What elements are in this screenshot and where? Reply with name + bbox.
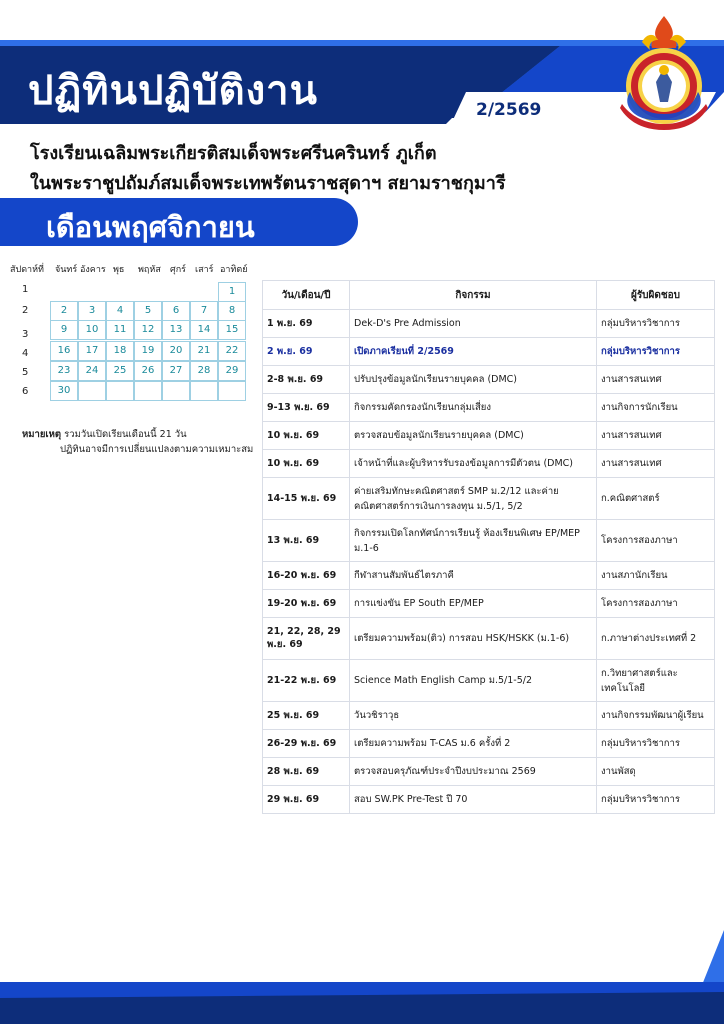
event-date: 2 พ.ย. 69 bbox=[263, 338, 350, 366]
calendar-day: 27 bbox=[162, 361, 190, 381]
day-header: พฤหัส bbox=[138, 265, 161, 275]
calendar-day: 30 bbox=[50, 381, 78, 401]
calendar-day: 12 bbox=[134, 320, 162, 340]
term-label: 2/2569 bbox=[476, 100, 542, 120]
event-date: 16-20 พ.ย. 69 bbox=[263, 562, 350, 590]
calendar-day: 6 bbox=[162, 301, 190, 321]
calendar-day: 17 bbox=[78, 341, 106, 361]
event-name: ปรับปรุงข้อมูลนักเรียนรายบุคคล (DMC) bbox=[350, 366, 597, 394]
event-responsible: งานพัสดุ bbox=[597, 758, 715, 786]
table-row bbox=[263, 450, 715, 478]
event-name: ค่ายเสริมทักษะคณิตศาสตร์ SMP ม.2/12 และค่ายคณิตศาสตร์การเงินการลงทุน ม.5/1, 5/2 bbox=[350, 478, 597, 520]
event-date: 26-29 พ.ย. 69 bbox=[263, 730, 350, 758]
event-date: 21, 22, 28, 29 พ.ย. 69 bbox=[263, 618, 350, 660]
event-responsible: งานกิจการนักเรียน bbox=[597, 394, 715, 422]
event-name: กิจกรรมคัดกรองนักเรียนกลุ่มเสี่ยง bbox=[350, 394, 597, 422]
calendar-day: 25 bbox=[106, 361, 134, 381]
event-date: 10 พ.ย. 69 bbox=[263, 422, 350, 450]
calendar-day bbox=[218, 381, 246, 401]
page-title: ปฏิทินปฏิบัติงาน bbox=[28, 68, 318, 114]
calendar-day: 10 bbox=[78, 320, 106, 340]
responsible-column-header: ผู้รับผิดชอบ bbox=[597, 281, 715, 310]
note-text: รวมวันเปิดเรียนเดือนนี้ 21 วัน bbox=[64, 429, 187, 440]
month-title: เดือนพฤศจิกายน bbox=[46, 210, 255, 244]
table-row bbox=[263, 730, 715, 758]
calendar-day: 14 bbox=[190, 320, 218, 340]
week-number: 1 bbox=[22, 284, 29, 295]
calendar-day bbox=[106, 381, 134, 401]
note-line-2: ปฏิทินอาจมีการเปลี่ยนแปลงตามความเหมาะสม bbox=[60, 444, 254, 455]
event-name: สอบ SW.PK Pre-Test ปี 70 bbox=[350, 786, 597, 814]
event-date: 28 พ.ย. 69 bbox=[263, 758, 350, 786]
calendar-day bbox=[190, 381, 218, 401]
event-name: กิจกรรมเปิดโลกทัศน์การเรียนรู้ ห้องเรียนพิเศษ EP/MEP ม.1-6 bbox=[350, 520, 597, 562]
event-date: 13 พ.ย. 69 bbox=[263, 520, 350, 562]
school-emblem-icon bbox=[612, 12, 716, 130]
week-number: 2 bbox=[22, 305, 29, 316]
event-name: Science Math English Camp ม.5/1-5/2 bbox=[350, 660, 597, 702]
event-name: ตรวจสอบข้อมูลนักเรียนรายบุคคล (DMC) bbox=[350, 422, 597, 450]
calendar-day: 15 bbox=[218, 320, 246, 340]
table-row bbox=[263, 590, 715, 618]
event-responsible: กลุ่มบริหารวิชาการ bbox=[597, 786, 715, 814]
calendar-day: 20 bbox=[162, 341, 190, 361]
day-header: ศุกร์ bbox=[170, 265, 186, 275]
table-row bbox=[263, 366, 715, 394]
event-responsible: ก.คณิตศาสตร์ bbox=[597, 478, 715, 520]
day-header: อังคาร bbox=[80, 265, 106, 275]
school-name: โรงเรียนเฉลิมพระเกียรติสมเด็จพระศรีนครินทร์ ภูเก็ต bbox=[30, 143, 437, 164]
event-name: เจ้าหน้าที่และผู้บริหารรับรองข้อมูลการมีตัวตน (DMC) bbox=[350, 450, 597, 478]
table-row bbox=[263, 562, 715, 590]
event-responsible: งานกิจกรรมพัฒนาผู้เรียน bbox=[597, 702, 715, 730]
calendar-day: 2 bbox=[50, 301, 78, 321]
table-header-row bbox=[263, 281, 715, 310]
event-column-header: กิจกรรม bbox=[350, 281, 597, 310]
week-number-header: สัปดาห์ที่ bbox=[10, 265, 44, 275]
table-row bbox=[263, 520, 715, 562]
event-responsible: กลุ่มบริหารวิชาการ bbox=[597, 310, 715, 338]
calendar-day: 29 bbox=[218, 361, 246, 381]
events-table bbox=[262, 280, 715, 814]
week-number: 3 bbox=[22, 329, 29, 340]
table-row bbox=[263, 394, 715, 422]
calendar-day: 13 bbox=[162, 320, 190, 340]
calendar-day: 7 bbox=[190, 301, 218, 321]
event-name: Dek-D's Pre Admission bbox=[350, 310, 597, 338]
event-responsible: ก.ภาษาต่างประเทศที่ 2 bbox=[597, 618, 715, 660]
calendar-day: 3 bbox=[78, 301, 106, 321]
calendar-day: 5 bbox=[134, 301, 162, 321]
calendar-day: 1 bbox=[218, 282, 246, 302]
calendar-day: 8 bbox=[218, 301, 246, 321]
event-date: 10 พ.ย. 69 bbox=[263, 450, 350, 478]
day-header: จันทร์ bbox=[55, 265, 78, 275]
event-name: เตรียมความพร้อม T-CAS ม.6 ครั้งที่ 2 bbox=[350, 730, 597, 758]
calendar-day: 9 bbox=[50, 320, 78, 340]
calendar-day: 24 bbox=[78, 361, 106, 381]
event-date: 2-8 พ.ย. 69 bbox=[263, 366, 350, 394]
calendar-day: 18 bbox=[106, 341, 134, 361]
event-date: 9-13 พ.ย. 69 bbox=[263, 394, 350, 422]
event-responsible: โครงการสองภาษา bbox=[597, 520, 715, 562]
table-row bbox=[263, 786, 715, 814]
week-number: 4 bbox=[22, 348, 29, 359]
table-row bbox=[263, 758, 715, 786]
event-responsible: งานสารสนเทศ bbox=[597, 450, 715, 478]
school-patronage: ในพระราชูปถัมภ์สมเด็จพระเทพรัตนราชสุดาฯ สยามราชกุมารี bbox=[30, 173, 506, 194]
calendar-day: 19 bbox=[134, 341, 162, 361]
event-responsible: กลุ่มบริหารวิชาการ bbox=[597, 338, 715, 366]
event-name: การแข่งขัน EP South EP/MEP bbox=[350, 590, 597, 618]
calendar-day: 16 bbox=[50, 341, 78, 361]
event-date: 29 พ.ย. 69 bbox=[263, 786, 350, 814]
day-header: พุธ bbox=[113, 265, 125, 275]
note-line-1 bbox=[22, 427, 187, 442]
table-row bbox=[263, 310, 715, 338]
event-responsible: ก.วิทยาศาสตร์และเทคโนโลยี bbox=[597, 660, 715, 702]
event-responsible: โครงการสองภาษา bbox=[597, 590, 715, 618]
note-label: หมายเหตุ bbox=[22, 429, 62, 440]
event-name: เปิดภาคเรียนที่ 2/2569 bbox=[350, 338, 597, 366]
calendar-day: 23 bbox=[50, 361, 78, 381]
table-row bbox=[263, 618, 715, 660]
event-responsible: งานสารสนเทศ bbox=[597, 422, 715, 450]
day-header: เสาร์ bbox=[195, 265, 214, 275]
calendar-day: 21 bbox=[190, 341, 218, 361]
calendar-day bbox=[78, 381, 106, 401]
calendar-day: 22 bbox=[218, 341, 246, 361]
event-date: 1 พ.ย. 69 bbox=[263, 310, 350, 338]
event-name: ตรวจสอบครุภัณฑ์ประจำปีงบประมาณ 2569 bbox=[350, 758, 597, 786]
event-date: 14-15 พ.ย. 69 bbox=[263, 478, 350, 520]
calendar-day: 11 bbox=[106, 320, 134, 340]
calendar-day bbox=[134, 381, 162, 401]
event-name: กีฬาสานสัมพันธ์ไตรภาคี bbox=[350, 562, 597, 590]
calendar-day: 4 bbox=[106, 301, 134, 321]
week-number: 5 bbox=[22, 367, 29, 378]
event-responsible: งานสารสนเทศ bbox=[597, 366, 715, 394]
calendar-day: 26 bbox=[134, 361, 162, 381]
table-row bbox=[263, 422, 715, 450]
day-header: อาทิตย์ bbox=[220, 265, 248, 275]
event-name: เตรียมความพร้อม(ติว) การสอบ HSK/HSKK (ม.1-6) bbox=[350, 618, 597, 660]
footer-decoration bbox=[0, 930, 724, 1024]
table-row bbox=[263, 478, 715, 520]
table-row-highlighted bbox=[263, 338, 715, 366]
calendar-day bbox=[162, 381, 190, 401]
event-name: วันวชิราวุธ bbox=[350, 702, 597, 730]
event-date: 21-22 พ.ย. 69 bbox=[263, 660, 350, 702]
week-number: 6 bbox=[22, 386, 29, 397]
table-row bbox=[263, 660, 715, 702]
event-responsible: งานสภานักเรียน bbox=[597, 562, 715, 590]
date-column-header: วัน/เดือน/ปี bbox=[263, 281, 350, 310]
event-date: 25 พ.ย. 69 bbox=[263, 702, 350, 730]
table-row bbox=[263, 702, 715, 730]
event-responsible: กลุ่มบริหารวิชาการ bbox=[597, 730, 715, 758]
calendar-day: 28 bbox=[190, 361, 218, 381]
event-date: 19-20 พ.ย. 69 bbox=[263, 590, 350, 618]
